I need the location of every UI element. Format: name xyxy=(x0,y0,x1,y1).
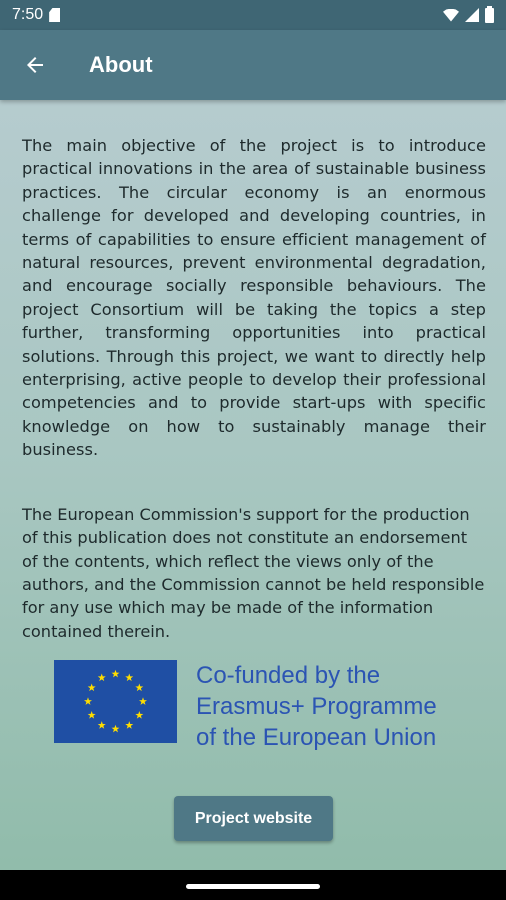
status-icons xyxy=(443,8,494,23)
sd-card-icon xyxy=(49,8,60,22)
eu-text-line-1: Co-funded by the xyxy=(196,662,381,689)
eu-star xyxy=(125,673,133,681)
status-bar xyxy=(0,0,506,30)
eu-star xyxy=(125,721,133,729)
signal-icon xyxy=(465,8,479,22)
eu-star xyxy=(98,721,106,729)
eu-star xyxy=(88,711,96,719)
eu-star xyxy=(112,670,120,678)
arrow-left-icon xyxy=(23,53,47,77)
status-time: 7:50 xyxy=(12,6,44,23)
home-indicator[interactable] xyxy=(186,884,320,889)
eu-star xyxy=(84,697,92,705)
eu-star xyxy=(139,697,147,705)
eu-star xyxy=(135,711,143,719)
disclaimer-text: The European Commission's support for the production of this publication does not constitute an endorsement of the contents, which reflect the views only of the authors, and the Commission cannot be held responsible for any use which may be made of the information contained therein. xyxy=(22,504,485,641)
project-description: The main objective of the project is to introduce practical innovations in the area of sustainable business practices. The circular economy is an enormous challenge for developed and developing countries, in terms of capabilities to ensure efficient management of natural resources, prevent environmental degradation, and encourage socially responsible behaviours. The project Consortium will be taking the topics a step further, transforming opportunities into practical solutions. Through this project, we want to directly help enterprising, active people to develop their professional competencies and to provide start-ups with specific knowledge on how to sustainably manage their business. xyxy=(22,136,486,460)
eu-star xyxy=(88,684,96,692)
eu-text-line-3: of the European Union xyxy=(196,724,437,751)
eu-star xyxy=(98,673,106,681)
eu-cofunded-logo xyxy=(54,660,437,753)
eu-star xyxy=(135,684,143,692)
eu-cofunded-text xyxy=(196,660,437,753)
battery-icon xyxy=(485,8,494,23)
back-button[interactable] xyxy=(0,30,70,100)
about-content xyxy=(22,134,486,643)
project-website-button[interactable]: Project website xyxy=(174,796,333,841)
wifi-icon xyxy=(443,9,459,22)
eu-star xyxy=(112,725,120,733)
eu-text-line-2: Erasmus+ Programme xyxy=(196,693,437,720)
app-bar xyxy=(0,30,506,100)
page-title: About xyxy=(89,52,153,77)
eu-flag-icon xyxy=(54,660,177,743)
